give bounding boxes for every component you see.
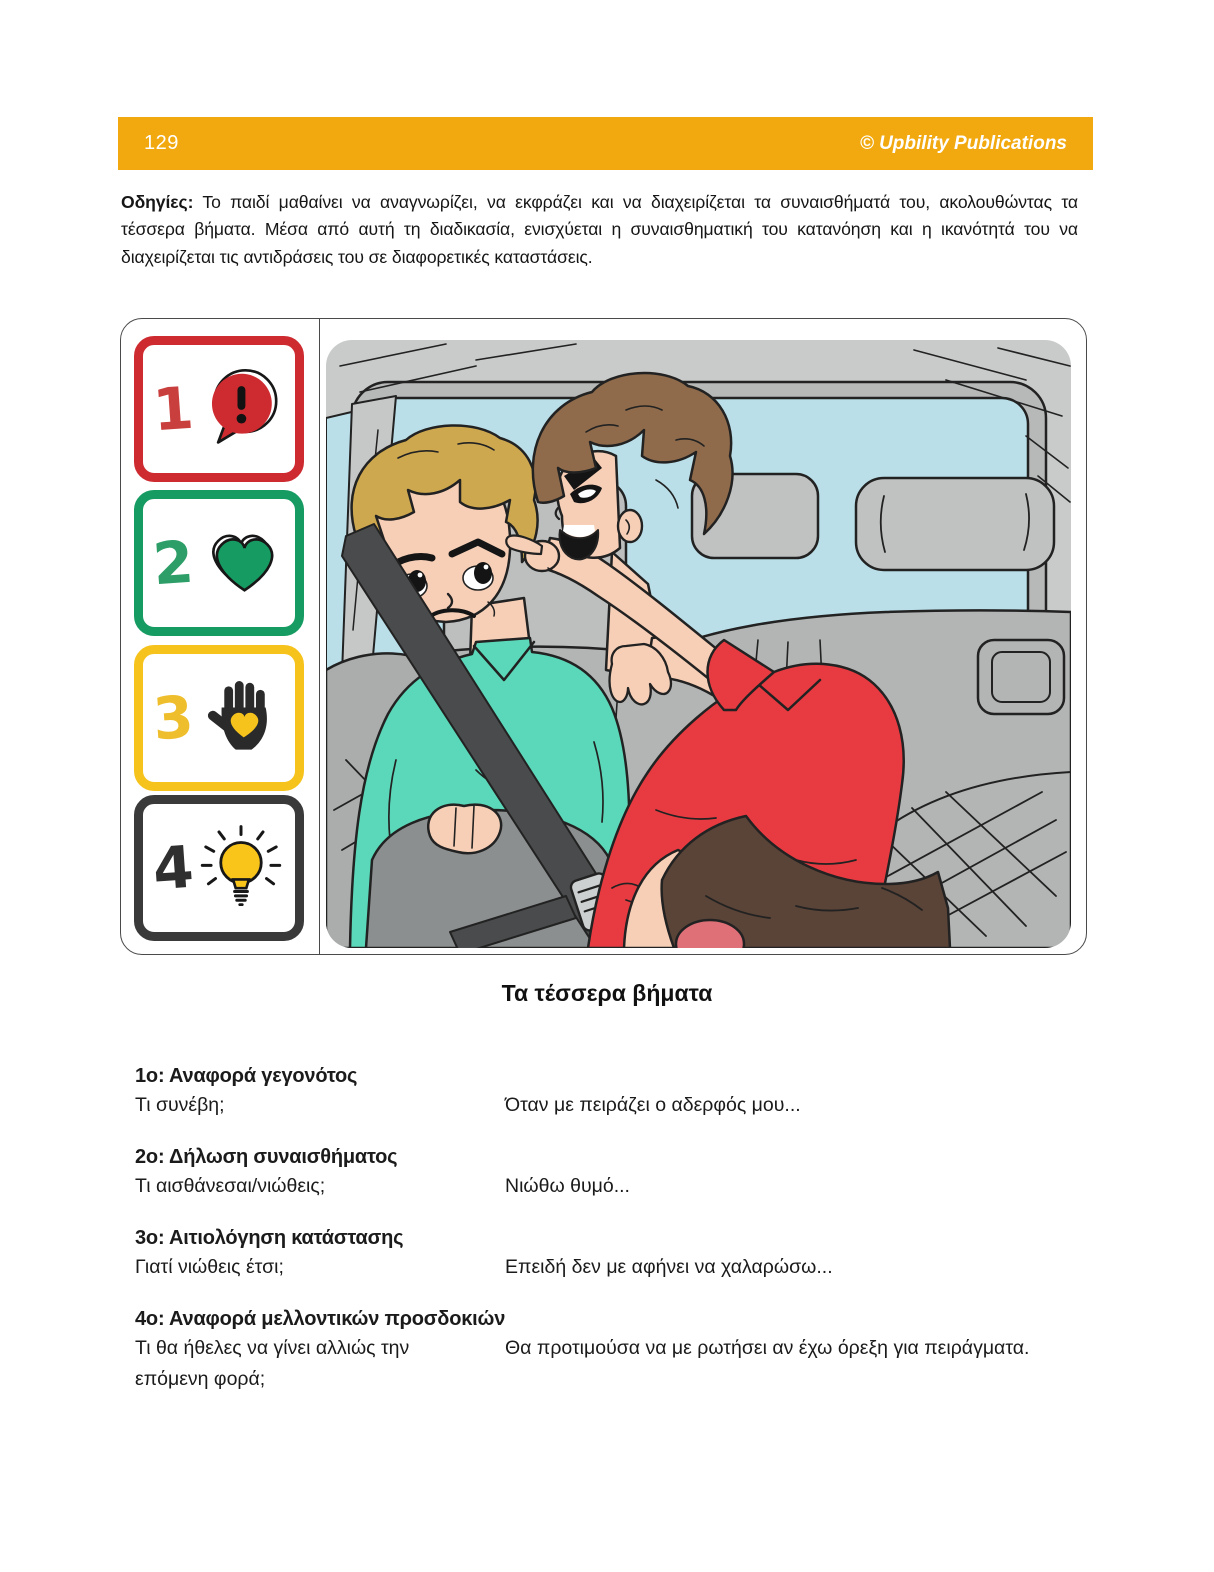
steps-icon-column — [121, 319, 319, 954]
step-1 — [135, 1062, 1080, 1121]
hand-with-heart-icon — [197, 674, 285, 762]
lightbulb-icon — [197, 824, 285, 912]
heart-icon — [197, 519, 285, 607]
step-1-question: Τι συνέβη; — [135, 1094, 225, 1116]
step-4-question: Τι θα ήθελες να γίνει αλλιώς την επόμενη φορά; — [135, 1337, 410, 1390]
step-1-answer: Όταν με πειράζει ο αδερφός μου... — [505, 1094, 801, 1116]
step-2-answer: Νιώθω θυμό... — [505, 1175, 630, 1197]
step-3-question: Γιατί νιώθεις έτσι; — [135, 1256, 284, 1278]
step-3-heading: 3ο: Αιτιολόγηση κατάστασης — [135, 1227, 404, 1249]
step-1-icon-box — [134, 336, 304, 482]
step-3-icon-box — [134, 645, 304, 791]
hand-on-lap — [428, 805, 501, 854]
step-4-icon-box — [134, 795, 304, 941]
instructions-text: Το παιδί μαθαίνει να αναγνωρίζει, να εκφράζει και να διαχειρίζεται τα συναισθήματά του, ακολουθώντας τα τέσσερα βήματα. Μέσα από αυτή τη διαδικασία, ενισχύεται η συναισθηματική του κατανόηση και η ικανότητά του να διαχειρίζεται τις αντιδράσεις του σε διαφορετικές καταστάσεις. — [121, 192, 1078, 267]
copyright-text: © Upbility Publications — [859, 132, 1067, 154]
car-scene-svg — [326, 340, 1071, 948]
step-4-answer: Θα προτιμούσα να με ρωτήσει αν έχω όρεξη για πειράγματα. — [505, 1337, 1030, 1359]
step-2-heading: 2ο: Δήλωση συναισθήματος — [135, 1146, 398, 1168]
step-1-number: 1 — [150, 373, 196, 445]
exclamation-speech-bubble-icon — [197, 365, 285, 453]
header-bar — [118, 117, 1093, 170]
step-3 — [135, 1224, 1080, 1283]
step-3-answer: Επειδή δεν με αφήνει να χαλαρώσω... — [505, 1256, 833, 1278]
step-2 — [135, 1143, 1080, 1202]
step-4 — [135, 1305, 1080, 1395]
step-4-heading: 4ο: Αναφορά μελλοντικών προσδοκιών — [135, 1308, 506, 1330]
instructions-paragraph — [121, 189, 1078, 271]
step-2-icon-box — [134, 490, 304, 636]
headrest-right — [856, 478, 1054, 570]
step-1-heading: 1ο: Αναφορά γεγονότος — [135, 1065, 358, 1087]
step-4-number: 4 — [150, 832, 196, 904]
page-number: 129 — [144, 132, 179, 154]
section-title: Τα τέσσερα βήματα — [501, 980, 713, 1006]
figure-frame — [120, 318, 1087, 955]
car-illustration — [326, 340, 1071, 948]
step-2-number: 2 — [150, 527, 196, 599]
instructions-label: Οδηγίες: — [121, 192, 194, 212]
steps-list — [135, 1062, 1080, 1417]
step-2-question: Τι αισθάνεσαι/νιώθεις; — [135, 1175, 326, 1197]
step-3-number: 3 — [150, 682, 196, 754]
figure-divider — [319, 319, 320, 954]
